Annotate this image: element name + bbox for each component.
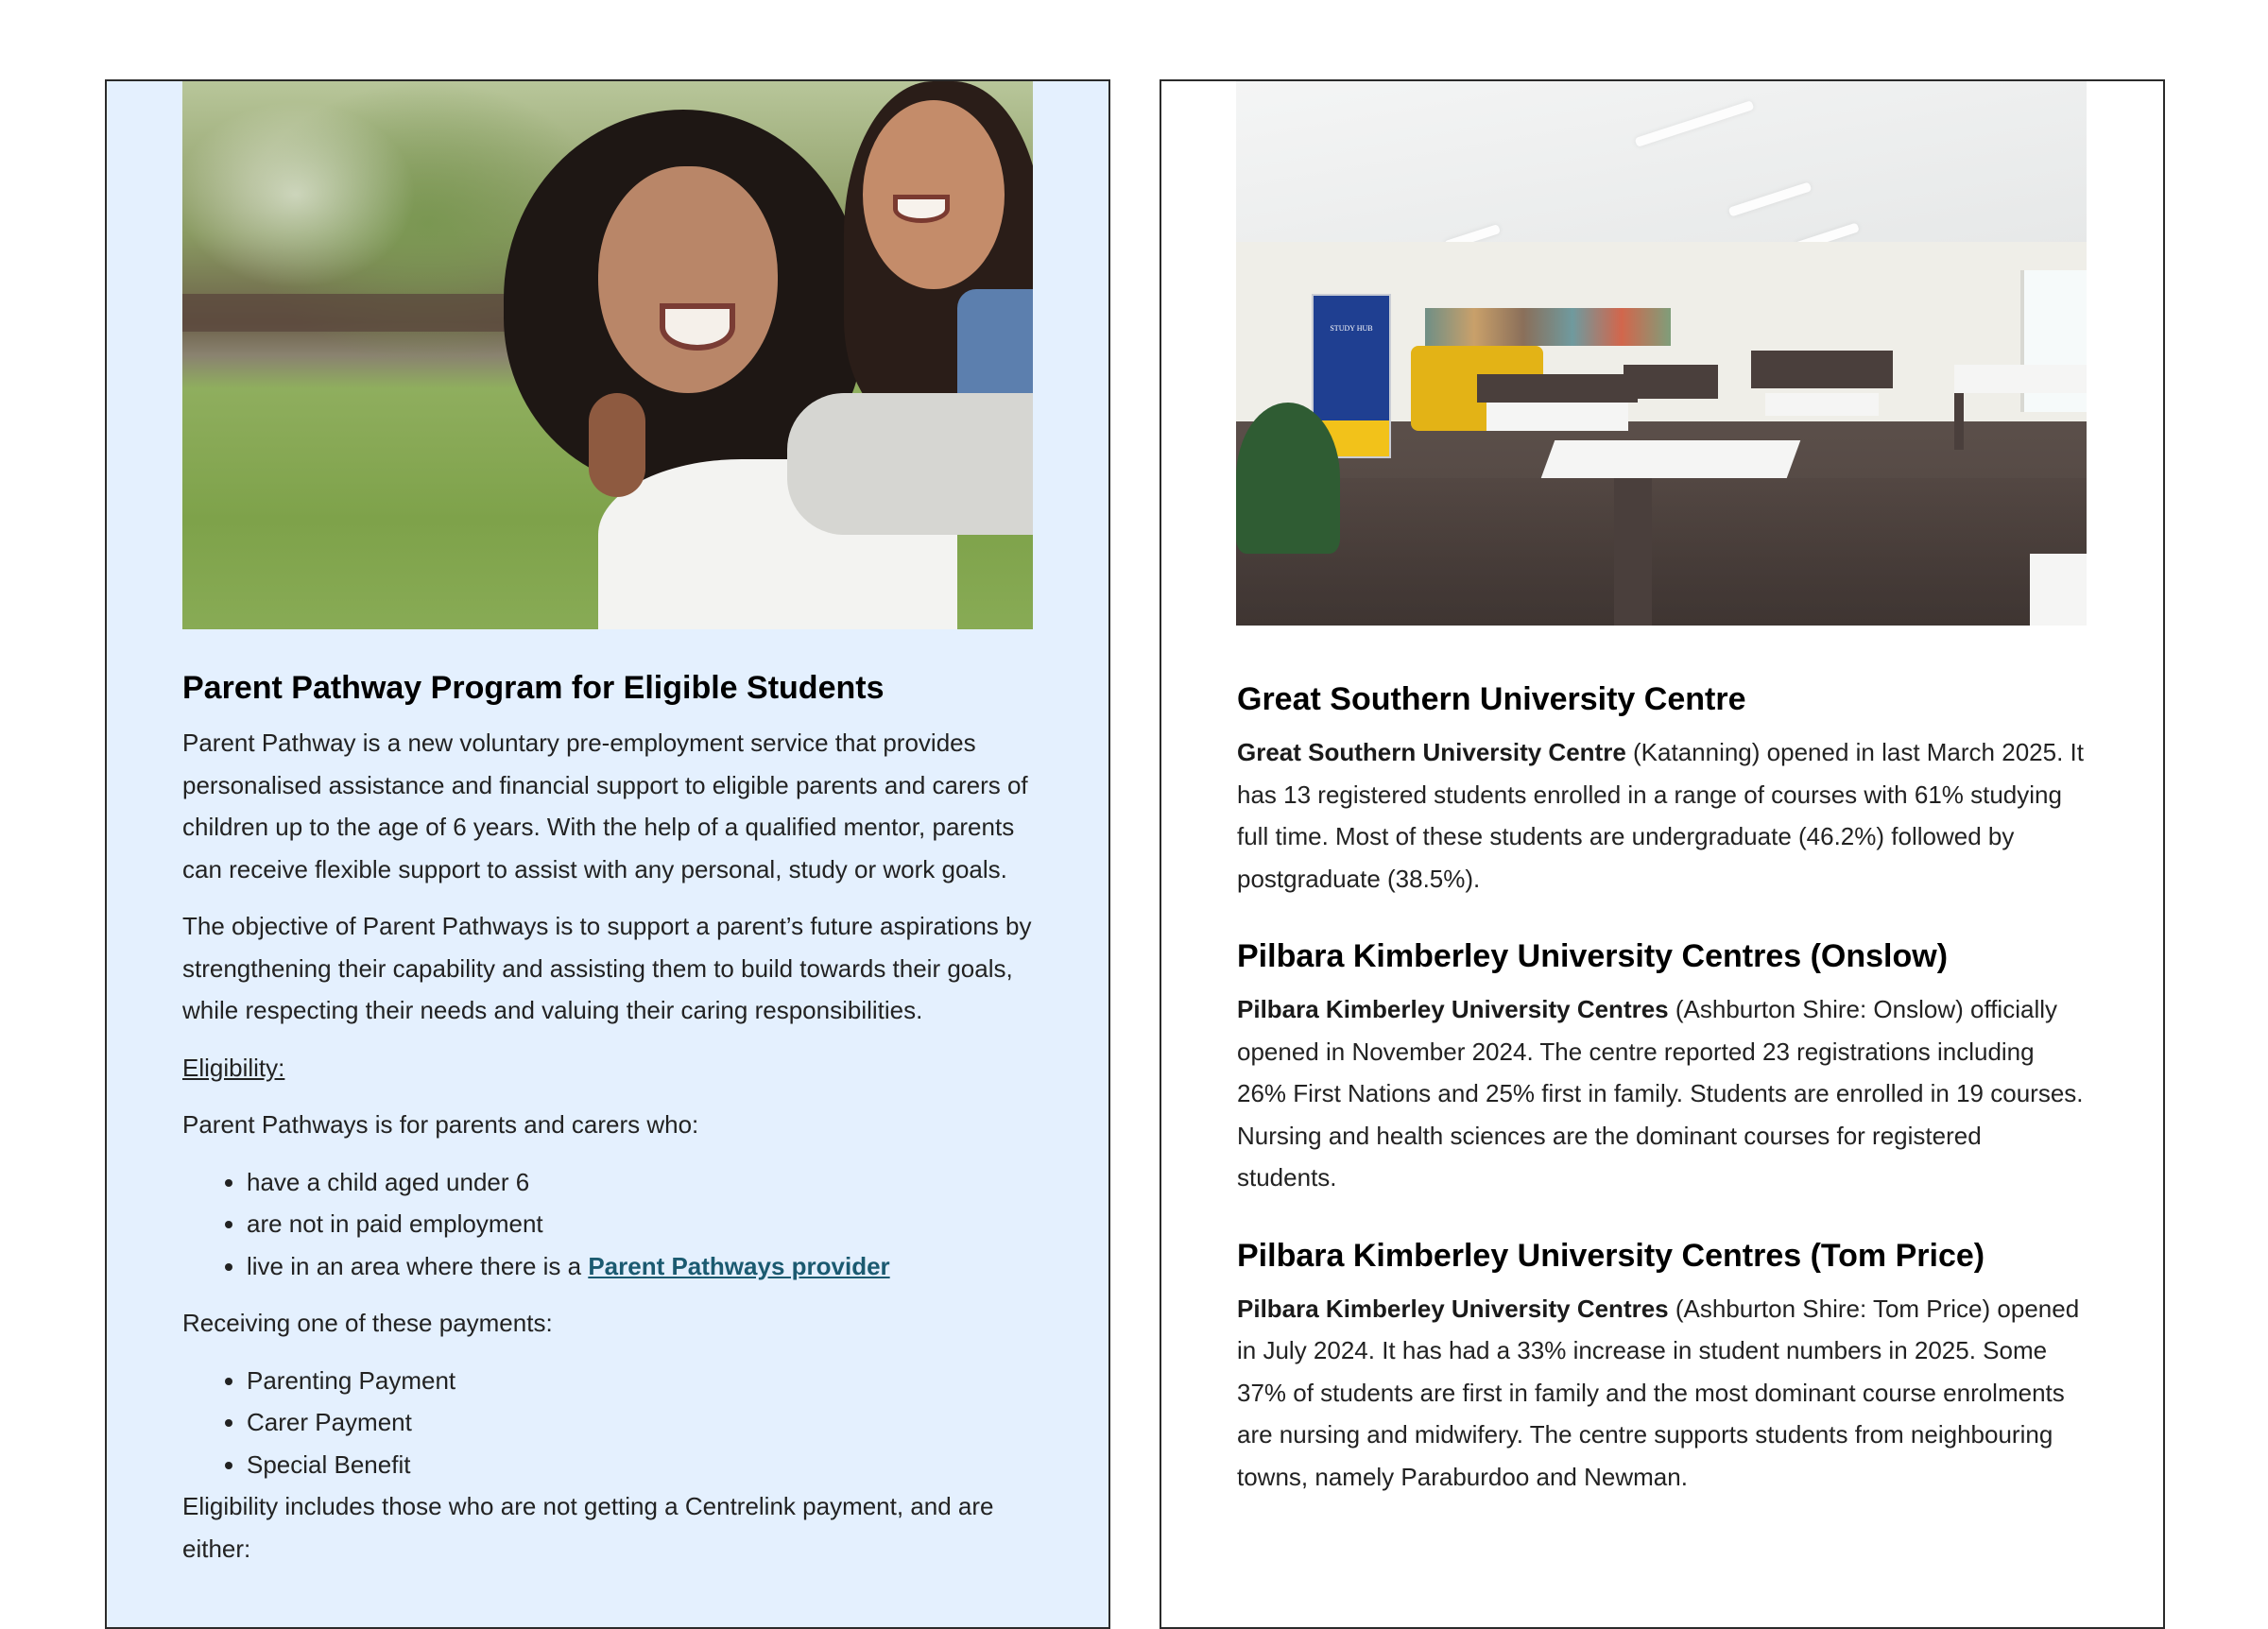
study-hub-banner: STUDY HUB (1312, 294, 1391, 458)
eligibility-label: Eligibility: (182, 1053, 285, 1082)
section-bold-lead: Great Southern University Centre (1237, 738, 1626, 766)
mother-daughter-photo (182, 81, 1033, 629)
list-item: • Carer Payment (247, 1401, 1033, 1444)
onslow-section (1237, 935, 2088, 1199)
list-item: • Special Benefit (247, 1444, 1033, 1486)
payments-list (182, 1360, 1033, 1486)
payments-intro: Receiving one of these payments: (182, 1309, 553, 1337)
section-body (1237, 731, 2088, 900)
section-heading: Great Southern University Centre (1237, 681, 1746, 717)
objective-paragraph: The objective of Parent Pathways is to support a parent’s future aspirations by strengthening their capability and assisting them to build towards their goals, while respecting their needs and valuing their caring responsibilities. (182, 912, 1032, 1024)
list-item: • have a child aged under 6 (247, 1161, 1033, 1204)
list-item: • Parenting Payment (247, 1360, 1033, 1402)
parent-pathway-panel (105, 79, 1110, 1629)
section-body (1237, 1288, 2088, 1499)
intro-paragraph: Parent Pathway is a new voluntary pre-employment service that provides personalised assistance and financial support to eligible parents and carers of children up to the age of 6 years. With the help of a qualified mentor, parents can receive flexible support to assist with any personal, study or work goals. (182, 729, 1028, 883)
list-item-text: live in an area where there is a (247, 1251, 589, 1280)
parent-pathway-heading: Parent Pathway Program for Eligible Students (182, 670, 885, 706)
section-bold-lead: Pilbara Kimberley University Centres (1237, 1294, 1669, 1323)
section-body-text: (Ashburton Shire: Onslow) officially opened in November 2024. The centre reported 23 registrations including 26% First Nations and 25% first in family. Students are enrolled in 19 courses. Nursing and health sciences are the dominant courses for registered students. (1237, 995, 2084, 1192)
section-body-text: (Katanning) opened in last March 2025. It has 13 registered students enrolled in a range of courses with 61% studying full time. Most of these students are undergraduate (46.2%) followed by postgraduate (38.5%). (1237, 738, 2084, 893)
list-item: • are not in paid employment (247, 1203, 1033, 1245)
section-body (1237, 988, 2088, 1199)
study-hub-office-photo (1236, 81, 2087, 626)
who-intro: Parent Pathways is for parents and carers who: (182, 1110, 699, 1139)
section-bold-lead: Pilbara Kimberley University Centres (1237, 995, 1669, 1023)
university-centres-content (1237, 678, 2088, 1534)
list-item (247, 1245, 1033, 1288)
university-centres-panel (1160, 79, 2165, 1629)
closing-paragraph: Eligibility includes those who are not getting a Centrelink payment, and are either: (182, 1492, 994, 1563)
who-list (182, 1161, 1033, 1288)
tom-price-section (1237, 1235, 2088, 1499)
section-heading: Pilbara Kimberley University Centres (Tom Price) (1237, 1237, 1985, 1274)
parent-pathways-provider-link[interactable]: Parent Pathways provider (588, 1251, 890, 1280)
section-body-text: (Ashburton Shire: Tom Price) opened in July 2024. It has had a 33% increase in student numbers in 2025. Some 37% of students are first in family and the most dominant course enrolments are nursing and midwifery. The centre supports students from neighbouring towns, namely Paraburdoo and Newman. (1237, 1294, 2080, 1491)
great-southern-section (1237, 678, 2088, 900)
parent-pathway-content (182, 667, 1033, 1585)
section-heading: Pilbara Kimberley University Centres (Onslow) (1237, 938, 1949, 974)
